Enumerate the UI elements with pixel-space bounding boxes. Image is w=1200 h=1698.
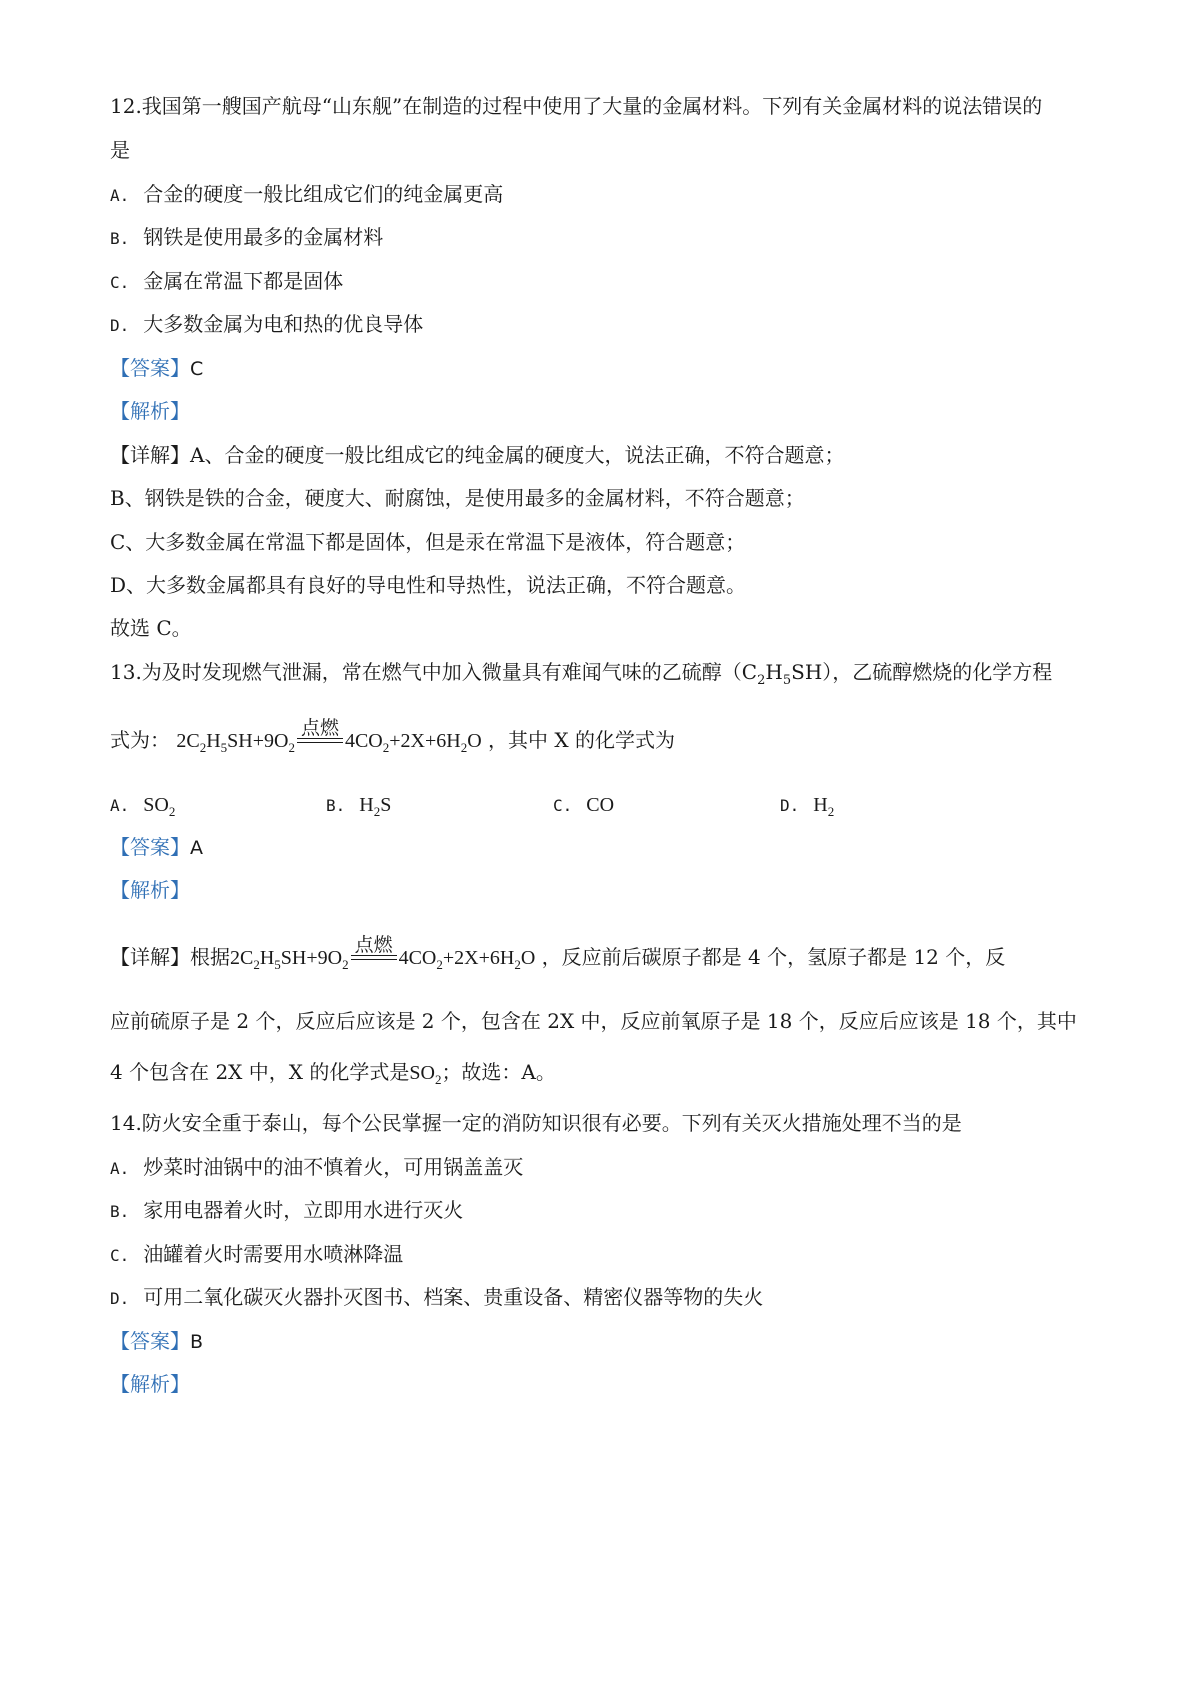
option-label: A.	[110, 1159, 130, 1178]
option-label: A.	[110, 186, 130, 205]
q12-detail-line5: 故选 C。	[110, 616, 192, 640]
q14-answer	[110, 1327, 203, 1356]
option-text: 合金的硬度一般比组成它们的纯金属更高	[143, 182, 504, 206]
q12-option-b	[110, 223, 383, 253]
answer-value: A	[190, 837, 203, 859]
detail-text: ；故选：A。	[441, 1060, 556, 1084]
option-text: 大多数金属为电和热的优良导体	[143, 312, 424, 336]
q13-detail-line2: 应前硫原子是 2 个，反应后应该是 2 个，包含在 2X 中，反应前氧原子是 18 个，反应后应该是 18 个，其中	[110, 1009, 1077, 1033]
option-label: A.	[110, 796, 130, 815]
answer-tag: 【答案】	[110, 1329, 190, 1353]
option-text: CO	[586, 794, 615, 816]
q13-option-a	[110, 790, 175, 826]
option-label: C.	[110, 1246, 130, 1265]
q13-stem-text: SH），乙硫醇燃烧的化学方程	[791, 660, 1053, 684]
q13-detail-line1	[110, 933, 1006, 979]
q13-stem-line2	[110, 716, 675, 762]
q12-option-c	[110, 267, 343, 297]
q13-answer	[110, 833, 203, 862]
option-text: S	[380, 794, 392, 816]
q13-analysis-tag: 【解析】	[110, 878, 190, 902]
q13-detail-line3	[110, 1058, 556, 1094]
detail-text: 【详解】根据	[110, 945, 230, 969]
detail-text: ，反应前后碳原子都是 4 个，氢原子都是 12 个，反	[541, 945, 1006, 969]
option-text: 炒菜时油锅中的油不慎着火，可用锅盖盖灭	[143, 1155, 524, 1179]
detail-text: 4 个包含在 2X 中，X 的化学式是	[110, 1060, 410, 1084]
condition-text: 点燃	[300, 716, 339, 739]
q14-option-a	[110, 1153, 523, 1183]
q13-option-d	[780, 790, 834, 826]
q14-stem: 14.防火安全重于泰山，每个公民掌握一定的消防知识很有必要。下列有关灭火措施处理不当的是	[110, 1111, 962, 1135]
q14-option-d	[110, 1283, 763, 1313]
option-label: B.	[326, 796, 346, 815]
option-label: D.	[110, 1289, 130, 1308]
option-text: 金属在常温下都是固体	[143, 269, 344, 293]
option-label: D.	[110, 316, 130, 335]
chemical-equation-products: $4CO_2+2X+6H_2O$	[398, 947, 536, 972]
q13-option-b	[326, 790, 391, 826]
q12-stem-line1: 12.我国第一艘国产航母“山东舰”在制造的过程中使用了大量的金属材料。下列有关金属材料的说法错误的	[110, 94, 1043, 118]
answer-tag: 【答案】	[110, 835, 190, 859]
subscript: 2	[827, 804, 835, 819]
option-label: B.	[110, 1202, 130, 1221]
answer-value: B	[190, 1331, 204, 1353]
q12-analysis-tag: 【解析】	[110, 399, 190, 423]
option-text: 油罐着火时需要用水喷淋降温	[143, 1242, 404, 1266]
condition-text: 点燃	[354, 933, 393, 956]
subscript: 2	[757, 673, 766, 688]
q13-option-c	[553, 790, 614, 820]
q14-option-b	[110, 1196, 463, 1226]
reaction-condition	[351, 933, 397, 965]
option-text: H	[813, 794, 828, 816]
chemical-formula: $SO_2$	[409, 1062, 442, 1087]
q13-stem-line1	[110, 658, 1052, 695]
q12-detail-line2: B、钢铁是铁的合金，硬度大、耐腐蚀，是使用最多的金属材料，不符合题意；	[110, 486, 805, 510]
q13-stem-text: 13.为及时发现燃气泄漏，常在燃气中加入微量具有难闻气味的乙硫醇（C	[110, 660, 758, 684]
subscript: 5	[782, 673, 792, 688]
q13-stem-text: 式为：	[110, 728, 170, 752]
q14-analysis-tag: 【解析】	[110, 1372, 190, 1396]
q12-answer	[110, 354, 203, 383]
q13-stem-text: H	[765, 660, 783, 684]
option-text: H	[359, 794, 374, 816]
option-text: 家用电器着火时，立即用水进行灭火	[143, 1198, 464, 1222]
q12-detail-line1: 【详解】A、合金的硬度一般比组成它的纯金属的硬度大，说法正确，不符合题意；	[110, 443, 845, 467]
option-text: 钢铁是使用最多的金属材料	[143, 225, 384, 249]
option-label: C.	[553, 796, 573, 815]
chemical-equation: $2C_2H_5SH+9O_2$	[230, 947, 349, 972]
option-label: C.	[110, 273, 130, 292]
reaction-condition	[297, 716, 343, 748]
option-label: D.	[780, 796, 800, 815]
q12-option-d	[110, 310, 423, 340]
subscript: 2	[373, 804, 381, 819]
answer-value: C	[190, 358, 204, 380]
answer-tag: 【答案】	[110, 356, 190, 380]
option-label: B.	[110, 229, 130, 248]
option-text: 可用二氧化碳灭火器扑灭图书、档案、贵重设备、精密仪器等物的失火	[143, 1285, 764, 1309]
q12-detail-line4: D、大多数金属都具有良好的导电性和导热性，说法正确，不符合题意。	[110, 573, 747, 597]
q12-option-a	[110, 180, 503, 210]
subscript: 2	[168, 804, 176, 819]
q12-detail-line3: C、大多数金属在常温下都是固体，但是汞在常温下是液体，符合题意；	[110, 530, 746, 554]
q12-stem-line2: 是	[110, 138, 130, 162]
option-text: SO	[143, 794, 169, 816]
q14-option-c	[110, 1240, 403, 1270]
q13-stem-text: ，其中 X 的化学式为	[488, 728, 675, 752]
chemical-equation: $2C_2H_5SH+9O_2$	[176, 730, 295, 755]
chemical-equation-products: $4CO_2+2X+6H_2O$	[344, 730, 482, 755]
